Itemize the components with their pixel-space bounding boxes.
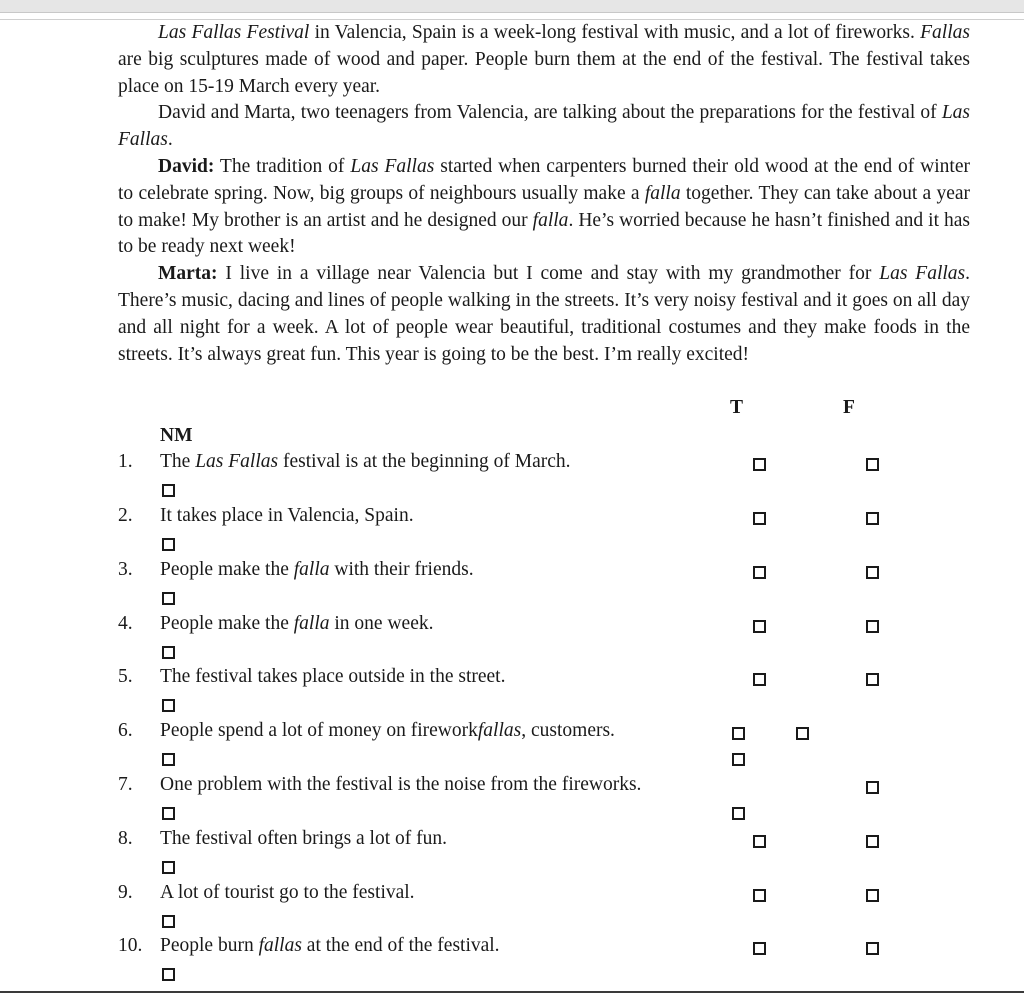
- question-text-part: A lot of tourist go to the festival.: [160, 882, 415, 903]
- not-mentioned-checkbox[interactable]: [162, 592, 175, 605]
- question-text-italic: fallas: [477, 720, 522, 741]
- intro-text-1: in Valencia, Spain is a week-long festival with music, and a lot of fireworks.: [309, 22, 921, 43]
- context-text-1: David and Marta, two teenagers from Valencia, are talking about the preparations for the festival of: [158, 102, 942, 124]
- question-number: 10.: [118, 935, 143, 956]
- false-checkbox[interactable]: [866, 781, 879, 794]
- question-number: 3.: [118, 559, 133, 580]
- question-text: [160, 720, 615, 742]
- true-checkbox[interactable]: [753, 673, 766, 686]
- david-italic-3: falla: [532, 209, 569, 231]
- marta-text-2: . There’s music, dacing and lines of people walking in the streets. It’s very noisy festival and it goes on all day and all night for a week. A lot of people wear beautiful, traditional costumes and they make foods in the streets. It’s always great fun. This year is going to be the best. I’m really excited!: [118, 263, 971, 365]
- question-row: [0, 505, 1024, 559]
- question-text: [160, 935, 500, 957]
- reading-passage: [118, 20, 970, 368]
- true-checkbox-offset[interactable]: [732, 807, 745, 820]
- true-checkbox[interactable]: [753, 566, 766, 579]
- false-checkbox[interactable]: [866, 566, 879, 579]
- question-number: 2.: [118, 505, 133, 526]
- question-row: [0, 774, 1024, 828]
- true-checkbox-offset[interactable]: [732, 753, 745, 766]
- question-text-part: One problem with the festival is the noise from the fireworks.: [160, 774, 642, 795]
- not-mentioned-checkbox[interactable]: [162, 699, 175, 712]
- question-text-part: People make the: [160, 613, 294, 634]
- false-checkbox[interactable]: [866, 458, 879, 471]
- context-paragraph: [118, 100, 970, 154]
- not-mentioned-checkbox[interactable]: [162, 968, 175, 981]
- david-speaker: David:: [158, 155, 215, 177]
- fallas-term: Fallas: [920, 22, 970, 43]
- question-number: 5.: [118, 666, 133, 687]
- question-text: [160, 559, 474, 581]
- marta-text-1: I live in a village near Valencia but I come and stay with my grandmother for: [217, 263, 880, 285]
- false-checkbox[interactable]: [866, 673, 879, 686]
- question-number: 8.: [118, 828, 133, 849]
- false-checkbox[interactable]: [866, 835, 879, 848]
- question-text: [160, 666, 505, 688]
- column-header-false: F: [843, 397, 855, 418]
- david-italic-1: Las Fallas: [350, 155, 435, 177]
- question-text-part: at the end of the festival.: [301, 935, 500, 956]
- context-text-2: .: [167, 129, 173, 151]
- question-row: [0, 882, 1024, 936]
- question-row: [0, 828, 1024, 882]
- david-text-2: started when carpenters burned their old wood at the end of winter to celebrate spring. Now, big groups of neighbours usually make a: [118, 155, 970, 204]
- question-row: [0, 613, 1024, 667]
- true-checkbox[interactable]: [753, 942, 766, 955]
- not-mentioned-checkbox[interactable]: [162, 861, 175, 874]
- question-number: 1.: [118, 451, 133, 472]
- true-checkbox[interactable]: [753, 620, 766, 633]
- festival-name: Las Fallas Festival: [158, 22, 310, 43]
- not-mentioned-checkbox[interactable]: [162, 538, 175, 551]
- question-row: [0, 935, 1024, 989]
- question-text-part: in one week.: [329, 613, 434, 634]
- not-mentioned-checkbox[interactable]: [162, 646, 175, 659]
- true-checkbox[interactable]: [753, 835, 766, 848]
- question-text: [160, 613, 433, 635]
- question-number: 4.: [118, 613, 133, 634]
- not-mentioned-checkbox[interactable]: [162, 753, 175, 766]
- top-toolbar-strip: [0, 0, 1024, 13]
- true-checkbox[interactable]: [732, 727, 745, 740]
- intro-paragraph: [118, 20, 970, 100]
- column-header-not-mentioned: NM: [160, 425, 193, 446]
- not-mentioned-checkbox[interactable]: [162, 807, 175, 820]
- question-text-part: festival is at the beginning of March.: [278, 451, 571, 472]
- not-mentioned-checkbox[interactable]: [162, 484, 175, 497]
- question-row: [0, 451, 1024, 505]
- david-paragraph: [118, 154, 970, 261]
- question-text-part: The: [160, 451, 196, 472]
- question-text-part: It takes place in Valencia, Spain.: [160, 505, 414, 526]
- question-text: [160, 774, 641, 796]
- question-number: 6.: [118, 720, 133, 741]
- marta-paragraph: [118, 261, 970, 368]
- marta-speaker: Marta:: [158, 263, 218, 285]
- false-checkbox[interactable]: [866, 889, 879, 902]
- question-text: [160, 505, 414, 527]
- true-checkbox[interactable]: [753, 512, 766, 525]
- david-text-3: together. They can take about a year to make! My brother is an artist and he designed our: [118, 182, 970, 231]
- page-bottom-edge: [0, 991, 1024, 993]
- column-header-true: T: [730, 397, 744, 418]
- false-checkbox[interactable]: [866, 512, 879, 525]
- question-text-italic: Las Fallas: [195, 451, 279, 472]
- true-checkbox[interactable]: [753, 889, 766, 902]
- question-text-part: People spend a lot of money on firework: [160, 720, 478, 741]
- question-text-part: The festival often brings a lot of fun.: [160, 828, 448, 849]
- false-checkbox[interactable]: [796, 727, 809, 740]
- question-row: [0, 559, 1024, 613]
- question-number: 7.: [118, 774, 133, 795]
- question-text-part: The festival takes place outside in the street.: [160, 666, 506, 687]
- question-text-part: People make the: [160, 559, 294, 580]
- question-row: [0, 666, 1024, 720]
- question-text-part: People burn: [160, 935, 259, 956]
- question-text-italic: falla: [293, 559, 330, 580]
- intro-text-2: are big sculptures made of wood and paper. People burn them at the end of the festival. The festival takes place on 15-19 March every year.: [118, 48, 970, 97]
- context-italic: Las Fallas: [118, 102, 970, 151]
- question-text: [160, 828, 447, 850]
- question-text-italic: falla: [293, 613, 330, 634]
- false-checkbox[interactable]: [866, 942, 879, 955]
- question-text-part: with their friends.: [329, 559, 474, 580]
- question-text-italic: fallas: [258, 935, 302, 956]
- question-text-part: , customers.: [521, 720, 615, 741]
- true-checkbox[interactable]: [753, 458, 766, 471]
- question-text: [160, 882, 415, 904]
- david-text-4: . He’s worried because he hasn’t finished and it has to be ready next week!: [118, 209, 971, 258]
- false-checkbox[interactable]: [866, 620, 879, 633]
- marta-italic-1: Las Fallas: [879, 263, 966, 285]
- question-row: [0, 720, 1024, 774]
- question-number: 9.: [118, 882, 133, 903]
- david-text-1: The tradition of: [214, 155, 351, 177]
- david-italic-2: falla: [644, 182, 681, 204]
- not-mentioned-checkbox[interactable]: [162, 915, 175, 928]
- question-text: [160, 451, 571, 473]
